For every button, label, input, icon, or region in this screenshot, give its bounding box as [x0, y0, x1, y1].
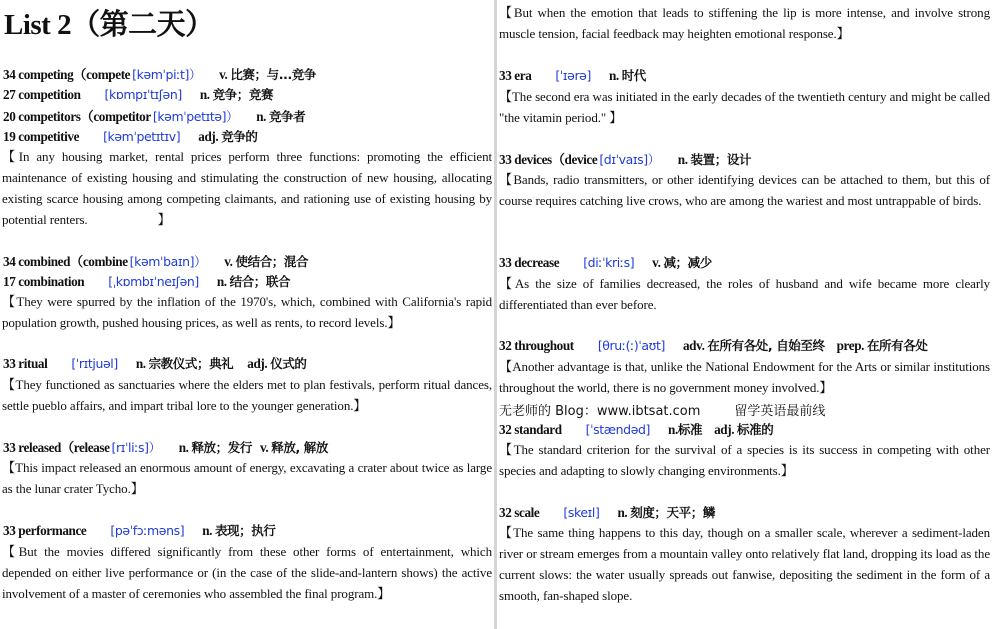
- vocab-entry: 33 devices（device [dɪˈvaɪs]） n. 装置；设计: [499, 152, 752, 167]
- example-sentence: 【They functioned as sanctuaries where the elders met to plan festivals, perform ritual dances, settle pueblo affairs, and impart tribal lore to the younger generation.】: [2, 377, 492, 413]
- example-sentence: 【The standard criterion for the survival of a species is its success in competing with other species and adapting to slowly changing environments.】: [499, 442, 990, 478]
- example-sentence: 【The second era was initiated in the early decades of the twentieth century and might be called "the vitamin period." 】: [499, 89, 990, 125]
- vocab-entry: 33 decrease [diːˈkriːs] v. 减；减少: [499, 255, 712, 270]
- vocab-entry: 32 scale [skeɪl] n. 刻度；天平；鳞: [499, 505, 715, 520]
- vocab-entry: 33 performance [pəˈfɔːməns] n. 表现；执行: [3, 523, 276, 538]
- left-column: [0, 0, 494, 629]
- right-column: [497, 0, 992, 629]
- vocab-entry: 19 competitive [kəmˈpetɪtɪv] adj. 竞争的: [3, 129, 258, 144]
- vocab-entry: 33 released（release [rɪˈliːs]） n. 释放；发行 v. 释放, 解放: [3, 440, 328, 455]
- example-sentence: 【The same thing happens to this day, though on a smaller scale, wherever a sediment-laden river or stream emerges from a mountain valley onto relatively flat land, dropping its load as the current slows: the water usually spreads out fanwise, depositing the sediment in the form of a smooth, fan-shaped slope.: [499, 525, 990, 603]
- vocab-entry: 34 competing（compete [kəmˈpiːt]） v. 比赛；与...竞争: [3, 67, 316, 82]
- blog-line: 无老师的 Blog：www.ibtsat.com 留学英语最前线: [499, 404, 826, 419]
- page-title: List 2（第二天）: [4, 9, 214, 41]
- vocab-entry: 32 standard [ˈstændəd] n.标准 adj. 标准的: [499, 422, 774, 437]
- example-sentence: 【As the size of families decreased, the roles of husband and wife became more clearly differentiated than ever before.: [499, 276, 990, 312]
- vocab-entry: 20 competitors（competitor [kəmˈpetɪtə]） n. 竞争者: [3, 109, 306, 124]
- example-sentence: 【In any housing market, rental prices perform three functions: promoting the efficient maintenance of existing housing and stimulating the construction of new housing, allocating existing scarce housing among competing claimants, and rationing use of existing housing by potential renters. 】: [2, 149, 492, 227]
- vocab-entry: 33 ritual [ˈrɪtjuəl] n. 宗教仪式；典礼 adj. 仪式的: [3, 356, 307, 371]
- example-sentence: 【But when the emotion that leads to stiffening the lip is more intense, and involve strong muscle tension, facial feedback may heighten emotional response.】: [499, 5, 990, 41]
- vocab-entry: 17 combination [ˌkɒmbɪˈneɪʃən] n. 结合；联合: [3, 274, 291, 289]
- example-sentence: 【Bands, radio transmitters, or other identifying devices can be attached to them, but this of course requires catching live crows, who are among the wariest and most untrappable of birds.: [499, 172, 990, 208]
- example-sentence: 【They were spurred by the inflation of the 1970's, which, combined with California's rapid population growth, pushed housing prices, as well as rents, to record levels.】: [2, 294, 492, 330]
- example-sentence: 【Another advantage is that, unlike the National Endowment for the Arts or similar institutions throughout the world, there is no government money involved.】: [499, 359, 990, 395]
- vocab-entry: 33 era [ˈɪərə] n. 时代: [499, 68, 646, 83]
- example-sentence: 【This impact released an enormous amount of energy, excavating a crater about twice as large as the lunar crater Tycho.】: [2, 460, 492, 496]
- vocab-entry: 27 competition [kɒmpɪˈtɪʃən] n. 竞争；竞赛: [3, 87, 274, 102]
- vocab-entry: 34 combined（combine [kəmˈbaɪn]） v. 使结合；混合: [3, 254, 309, 269]
- example-sentence: 【But the movies differed significantly from these other forms of entertainment, which depended on either live performance or (in the case of the slide-and-lantern shows) the active involvement of a master of ceremonies who assembled the final program.】: [2, 544, 492, 601]
- vocab-entry: 32 throughout [θruː(ː)ˈaʊt] adv. 在所有各处, 自始至终 prep. 在所有各处: [499, 338, 928, 353]
